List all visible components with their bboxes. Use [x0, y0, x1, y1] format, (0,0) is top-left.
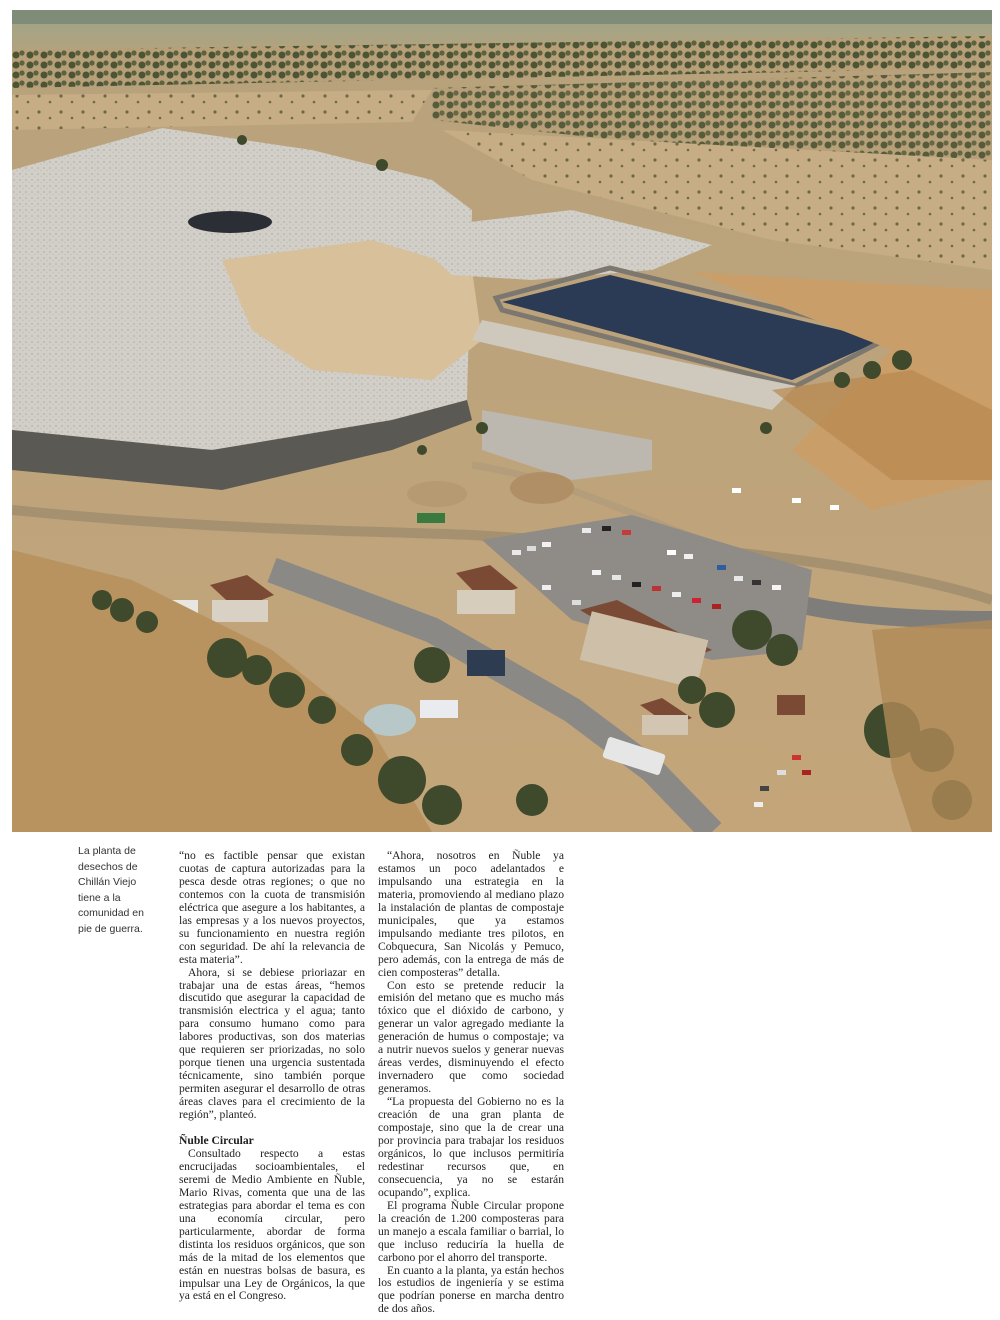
photo-caption: La planta de desechos de Chillán Viejo tiene a la comunidad en pie de guerra. [78, 845, 144, 935]
paragraph: “no es factible pensar que existan cuotas de captura autorizadas para la pesca desde otras regiones; o que no contemos con la cuota de transmisión eléctrica que asegure a los habitantes, a las empresas y a los nuevos proyectos, su funcionamiento en nuestra región con seguridad. De ahí la relevancia de esta materia”. [179, 849, 365, 966]
sand-pile [407, 481, 467, 507]
leachate-spot [188, 211, 272, 233]
aerial-landfill-illustration [12, 10, 992, 832]
paragraph: “Ahora, nosotros en Ñuble ya estamos un poco adelantados e impulsando una estrategia en la materia, promoviendo al mediano plazo la instalación de plantas de compostaje municipales, que ya estamos impulsando mediante tres pilotos, en Cobquecura, San Nicolás y Pemuco, pero además, con la entrega de más de cien composteras” detalla. [378, 849, 564, 979]
paragraph: Consultado respecto a estas encrucijadas socioambientales, el seremi de Medio Ambiente en Ñuble, Mario Rivas, comenta que una de las estrategias para abordar el tema es con una economía circular, pero particularmente, abordar de forma distinta los residuos orgánicos, que son más de la mitad de los elementos que están en nuestras bolsas de basura, es impulsar una Ley de Orgánicos, la que ya está en el Congreso. [179, 1146, 365, 1303]
paragraph: Ahora, si se debiese prioriazar en trabajar una de estas áreas, “hemos discutido que asegurar la capacidad de transmisión electrica y el agua; tanto para consumo humano como para labores productivas, son dos materias que requieren ser priorizadas, no solo porque tienen una urgencia sustentada técnicamente, sino también porque permiten asegurar el desarrollo de otras áreas claves para el crecimiento de la región”, planteó. [179, 965, 365, 1122]
paragraph: “La propuesta del Gobierno no es la creación de una gran planta de compostaje, sino que la de crear una por provincia para trabajar los residuos orgánicos, lo que inclusos permitiría redestinar recursos que, en consecuencia, ya no se estarán ocupando”, explica. [378, 1095, 564, 1199]
article-column-2 [378, 850, 564, 1316]
paragraph: El programa Ñuble Circular propone la creación de 1.200 composteras para un manejo a escala familiar o barrial, lo que incluso reduciría la huella de carbono por el ahorro del transporte. [378, 1198, 564, 1264]
sand-pile [510, 472, 574, 504]
aerial-photo [12, 10, 992, 832]
horizon [12, 10, 992, 24]
article-column-1 [179, 850, 365, 1303]
green-truck [417, 513, 445, 523]
section-subhead: Ñuble Circular [179, 1134, 254, 1148]
paragraph: En cuanto a la planta, ya están hechos los estudios de ingeniería y se estima que podrían ponerse en marcha dentro de dos años. [378, 1263, 564, 1316]
paragraph: Con esto se pretende reducir la emisión del metano que es mucho más tóxico que el dióxido de carbono, y generar un valor agregado mediante la generación de humus o compostaje; va a nutrir nuevos suelos y generar nuevas áreas verdes, disminuyendo el efecto invernadero que como sociedad generamos. [378, 978, 564, 1096]
